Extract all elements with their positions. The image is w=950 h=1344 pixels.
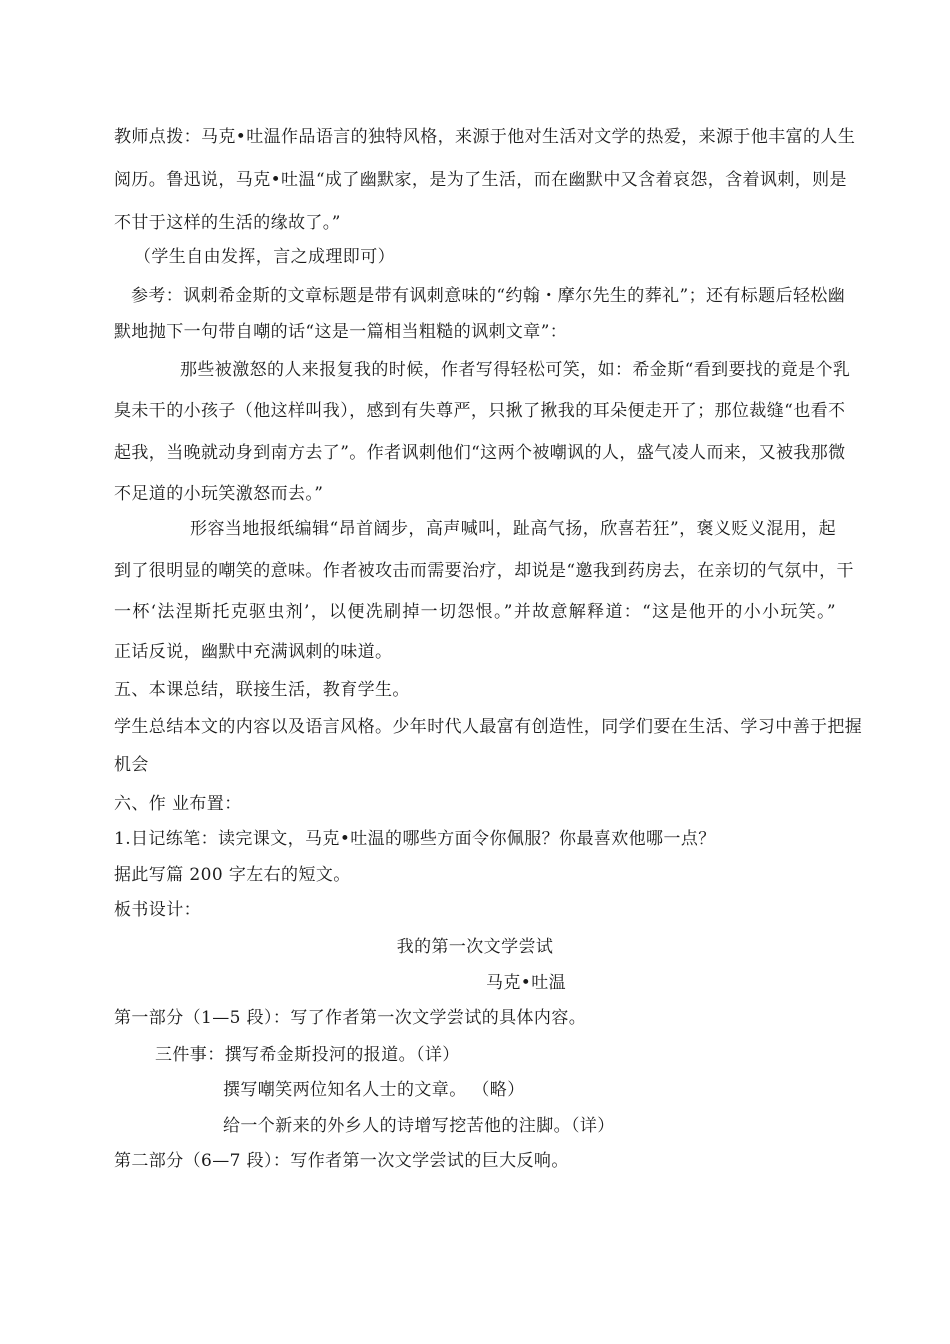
section-heading: 六、作 业布置：	[114, 794, 242, 814]
board-line: 第二部分（6—7 段）：写作者第一次文学尝试的巨大反响。	[114, 1151, 569, 1171]
paragraph-line: 阅历。鲁迅说，马克•吐温“成了幽默家，是为了生活，而在幽默中又含着哀怨，含着讽刺，则是	[114, 170, 847, 190]
paragraph-line: 默地抛下一句带自嘲的话“这是一篇相当粗糙的讽刺文章”：	[114, 322, 568, 342]
paragraph-line: 到了很明显的嘲笑的意味。作者被攻击而需要治疗，却说是“邀我到药房去，在亲切的气氛中，干	[114, 561, 854, 581]
paragraph-line: （学生自由发挥，言之成理即可）	[134, 247, 395, 267]
board-title: 我的第一次文学尝试	[396, 937, 554, 957]
paragraph-line: 板书设计：	[114, 900, 201, 920]
paragraph-line: 臭未干的小孩子（他这样叫我），感到有失尊严，只揪了揪我的耳朵便走开了；那位裁缝“也看不	[114, 401, 846, 421]
paragraph-line: 机会	[114, 755, 149, 775]
board-line: 撰写嘲笑两位知名人士的文章。 （略）	[223, 1080, 525, 1100]
board-author: 马克•吐温	[486, 973, 567, 993]
section-heading: 五、本课总结，联接生活，教育学生。	[114, 680, 410, 700]
paragraph-line: 据此写篇 200 字左右的短文。	[114, 865, 351, 885]
paragraph-line: 起我，当晚就动身到南方去了”。作者讽刺他们“这两个被嘲讽的人，盛气凌人而来，又被我那微	[114, 443, 846, 463]
board-line: 第一部分（1—5 段）：写了作者第一次文学尝试的具体内容。	[114, 1008, 587, 1028]
board-line: 三件事：撰写希金斯投河的报道。（详）	[155, 1045, 460, 1065]
paragraph-line: 1.日记练笔：读完课文，马克•吐温的哪些方面令你佩服？你最喜欢他哪一点？	[114, 829, 716, 849]
paragraph-line: 教师点拨：马克•吐温作品语言的独特风格，来源于他对生活对文学的热爱，来源于他丰富的人生	[114, 127, 856, 147]
paragraph-line: 学生总结本文的内容以及语言风格。少年时代人最富有创造性，同学们要在生活、学习中善于把握	[114, 717, 863, 737]
paragraph-line: 不足道的小玩笑激怒而去。”	[114, 484, 324, 504]
paragraph-line: 那些被激怒的人来报复我的时候，作者写得轻松可笑，如：希金斯“看到要找的竟是个乳	[180, 360, 851, 380]
paragraph-line: 一杯‘法涅斯托克驱虫剂’，以便冼刷掉一切怨恨。”并故意解释道：“这是他开的小小玩笑。”	[114, 602, 836, 622]
paragraph-line: 不甘于这样的生活的缘故了。”	[114, 213, 341, 233]
paragraph-line: 形容当地报纸编辑“昂首阔步，高声喊叫，趾高气扬，欣喜若狂”，褒义贬义混用，起	[190, 519, 836, 539]
paragraph-line: 参考：讽刺希金斯的文章标题是带有讽刺意味的“约翰・摩尔先生的葬礼”；还有标题后轻松幽	[131, 286, 846, 306]
paragraph-line: 正话反说，幽默中充满讽刺的味道。	[114, 642, 393, 662]
board-line: 给一个新来的外乡人的诗增写挖苦他的注脚。（详）	[223, 1116, 615, 1136]
